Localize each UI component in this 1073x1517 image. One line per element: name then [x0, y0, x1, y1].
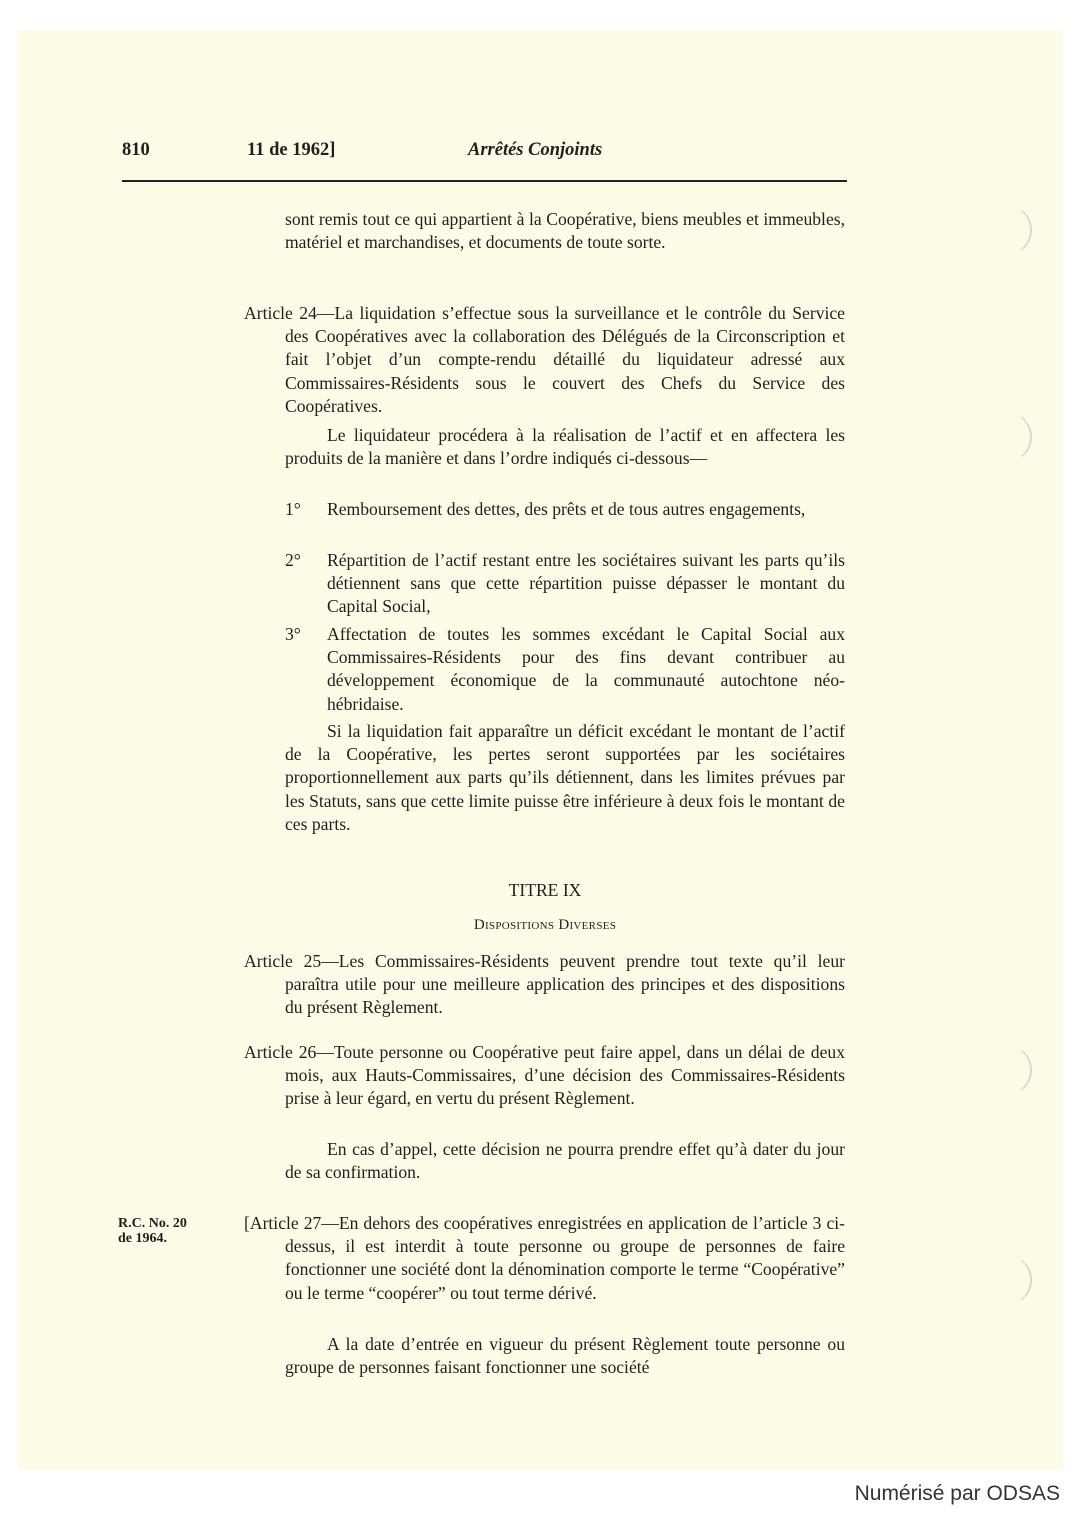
- article-26-paragraph-2: En cas d’appel, cette décision ne pourra prendre effet qu’à dater du jour de sa confirmation.: [285, 1139, 845, 1183]
- punch-hole: [982, 205, 1032, 255]
- list-item: [285, 549, 845, 619]
- punch-hole: [982, 1045, 1032, 1095]
- digitization-footer: Numérisé par ODSAS: [854, 1482, 1060, 1505]
- list-item-text: Répartition de l’actif restant entre les sociétaires suivant les parts qu’ils détiennent sans que cette répartition puisse dépasser le montant du Capital Social,: [327, 550, 845, 617]
- act-reference: 11 de 1962]: [247, 140, 336, 160]
- continuation-paragraph: sont remis tout ce qui appartient à la Coopérative, biens meubles et immeubles, matériel et marchandises, et documents de toute sorte.: [285, 209, 845, 253]
- list-item-text: Affectation de toutes les sommes excédant le Capital Social aux Commissaires-Résidents pour des fins devant contribuer au développement économique de la communauté autochtone néo-hébridaise.: [327, 624, 845, 714]
- header-rule: [122, 180, 847, 182]
- title-ix-heading: TITRE IX: [508, 880, 582, 900]
- list-item: [285, 498, 845, 521]
- article-25: Article 25—Les Commissaires-Résidents peuvent prendre tout texte qu’il leur paraîtra utile pour une meilleure application des principes et des dispositions du présent Règlement.: [244, 951, 845, 1018]
- list-item-number: 1°: [285, 499, 301, 519]
- running-title: Arrêtés Conjoints: [468, 140, 603, 160]
- punch-hole: [982, 412, 1032, 462]
- list-item-number: 2°: [285, 550, 301, 570]
- list-item-text: Remboursement des dettes, des prêts et de tous autres engagements,: [327, 499, 806, 519]
- article-24-paragraph-3: Si la liquidation fait apparaître un déficit excédant le montant de l’actif de la Coopérative, les pertes seront supportées par les sociétaires proportionnellement aux parts qu’ils détiennent, dans les limites prévues par les Statuts, sans que cette limite puisse être inférieure à deux fois le montant de ces parts.: [285, 721, 845, 834]
- article-24: Article 24—La liquidation s’effectue sous la surveillance et le contrôle du Service des Coopératives avec la collaboration des Délégués de la Circonscription et fait l’objet d’un compte-rendu détaillé du liquidateur adressé aux Commissaires-Résidents sous le couvert des Chefs du Service des Coopératives.: [244, 303, 845, 416]
- article-24-paragraph-2: Le liquidateur procédera à la réalisation de l’actif et en affectera les produits de la manière et dans l’ordre indiqués ci-dessous—: [285, 425, 845, 469]
- list-item: [285, 623, 845, 716]
- title-ix-subheading: Dispositions Diverses: [473, 917, 617, 933]
- margin-note-line: R.C. No. 20: [118, 1216, 187, 1231]
- article-26: Article 26—Toute personne ou Coopérative peut faire appel, dans un délai de deux mois, aux Hauts-Commissaires, d’une décision des Commissaires-Résidents prise à leur égard, en vertu du présent Règlement.: [244, 1042, 845, 1109]
- punch-hole: [982, 1255, 1032, 1305]
- margin-note-line: de 1964.: [118, 1231, 167, 1246]
- article-27-paragraph-2: A la date d’entrée en vigueur du présent Règlement toute personne ou groupe de personnes faisant fonctionner une société: [285, 1334, 845, 1378]
- article-27: [Article 27—En dehors des coopératives enregistrées en application de l’article 3 ci-dessus, il est interdit à toute personne ou groupe de personnes de faire fonctionner une société dont la dénomination comporte le terme “Coopérative” ou le terme “coopérer” ou tout terme dérivé.: [244, 1213, 845, 1303]
- page-number: 810: [122, 140, 150, 160]
- margin-note: [118, 1216, 228, 1246]
- list-item-number: 3°: [285, 624, 301, 644]
